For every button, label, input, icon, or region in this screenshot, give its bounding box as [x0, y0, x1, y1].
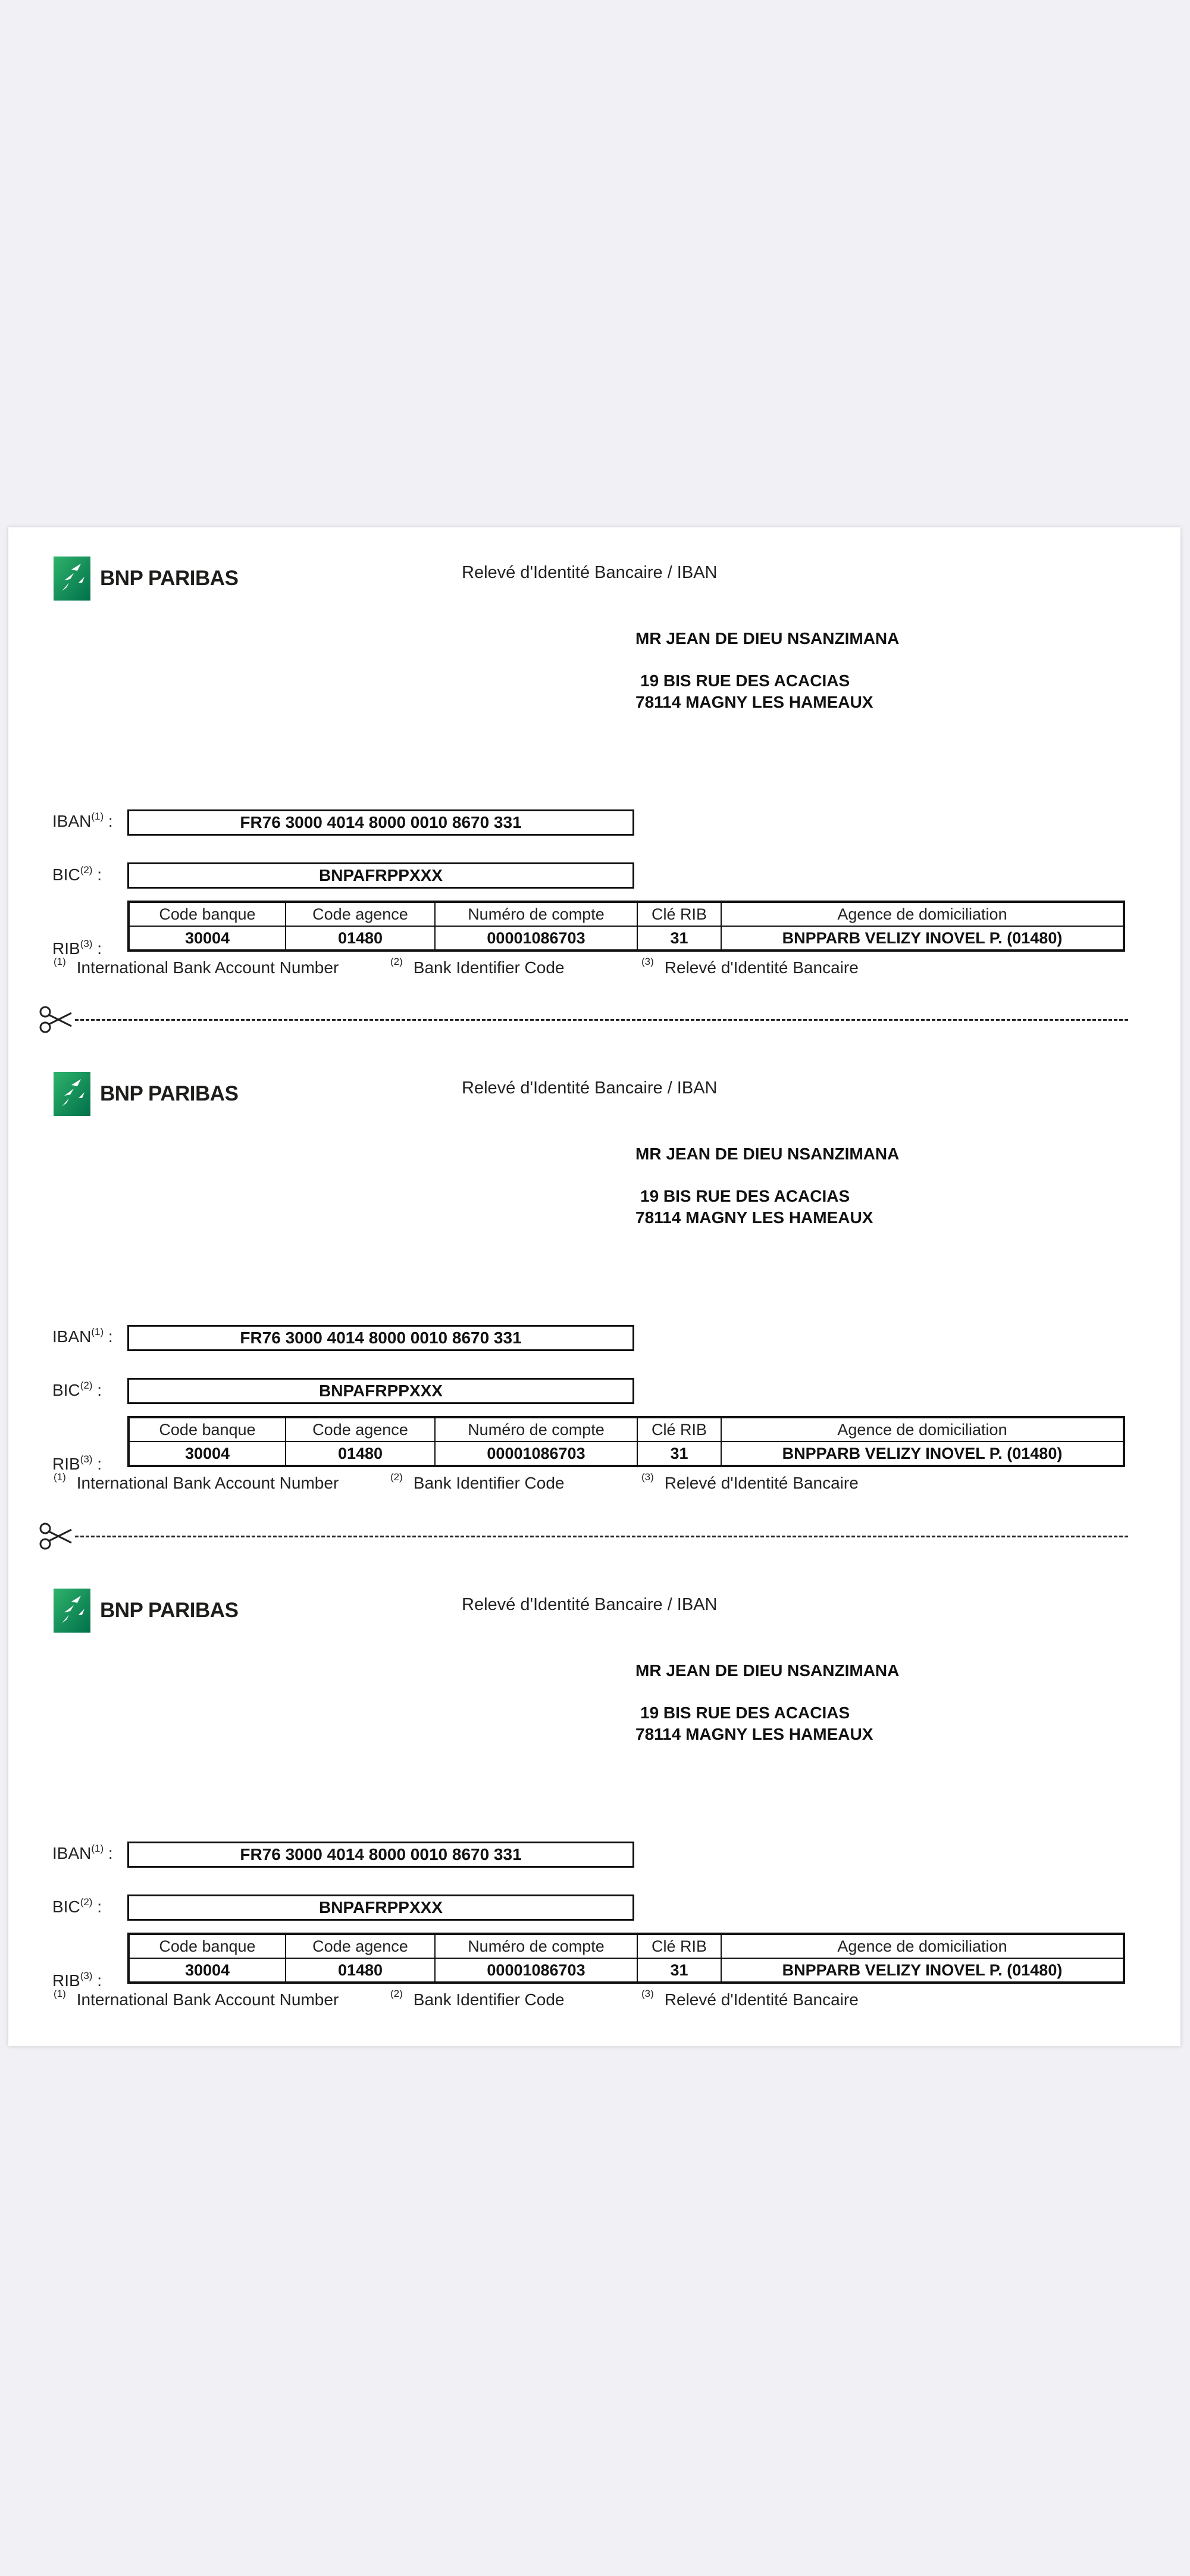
account-holder-name: MR JEAN DE DIEU NSANZIMANA: [635, 1661, 900, 1680]
value-code-banque: 30004: [129, 1958, 286, 1983]
rib-table: [127, 1933, 1125, 1984]
bic-label: BIC$^{(2)}$ :: [52, 864, 102, 884]
header-numero-compte: Numéro de compte: [435, 1934, 637, 1958]
bank-name: BNP PARIBAS: [100, 1082, 239, 1105]
value-numero-compte: 00001086703: [435, 926, 637, 951]
address-line-2: 78114 MAGNY LES HAMEAUX: [635, 693, 873, 711]
bic-label: BIC$^{(2)}$ :: [52, 1896, 102, 1916]
header-agence: Agence de domiciliation: [721, 902, 1124, 926]
bic-value: BNPAFRPPXXX: [127, 1895, 634, 1921]
rib-header-row: [129, 902, 1124, 926]
rib-value-row: [129, 1442, 1124, 1466]
address-line-1: 19 BIS RUE DES ACACIAS: [640, 671, 850, 690]
header-cle-rib: Clé RIB: [637, 902, 721, 926]
address-line-1: 19 BIS RUE DES ACACIAS: [640, 1187, 850, 1205]
bic-label: BIC$^{(2)}$ :: [52, 1380, 102, 1399]
rib-label: RIB$^{(3)}$ :: [52, 1453, 102, 1473]
bic-value: BNPAFRPPXXX: [127, 1378, 634, 1404]
rib-value-row: [129, 1958, 1124, 1983]
rib-label: RIB$^{(3)}$ :: [52, 938, 102, 958]
bank-name: BNP PARIBAS: [100, 567, 239, 590]
value-cle-rib: 31: [637, 1958, 721, 1983]
value-agence: BNPPARB VELIZY INOVEL P. (01480): [721, 1442, 1124, 1466]
header-cle-rib: Clé RIB: [637, 1934, 721, 1958]
iban-value: FR76 3000 4014 8000 0010 8670 331: [127, 1325, 634, 1351]
dashed-separator: [75, 1019, 1128, 1021]
bank-name: BNP PARIBAS: [100, 1599, 239, 1622]
iban-label: IBAN$^{(1)}$ :: [52, 1843, 113, 1862]
rib-block: [8, 1043, 1180, 1531]
footnote-bic: $^{(2)}$ Bank Identifier Code: [390, 1988, 565, 2009]
value-cle-rib: 31: [637, 1442, 721, 1466]
footnote-rib: $^{(3)}$ Relevé d'Identité Bancaire: [641, 1988, 859, 2009]
rib-label: RIB$^{(3)}$ :: [52, 1970, 102, 1990]
header-code-agence: Code agence: [286, 902, 435, 926]
header-numero-compte: Numéro de compte: [435, 1417, 637, 1442]
footnote-bic: $^{(2)}$ Bank Identifier Code: [390, 956, 565, 977]
header-code-agence: Code agence: [286, 1417, 435, 1442]
value-code-agence: 01480: [286, 1442, 435, 1466]
iban-label: IBAN$^{(1)}$ :: [52, 1326, 113, 1346]
bnp-paribas-logo-icon: [54, 1072, 90, 1116]
header-agence: Agence de domiciliation: [721, 1417, 1124, 1442]
value-cle-rib: 31: [637, 926, 721, 951]
value-agence: BNPPARB VELIZY INOVEL P. (01480): [721, 926, 1124, 951]
rib-sheet: [8, 527, 1180, 2046]
account-holder-name: MR JEAN DE DIEU NSANZIMANA: [635, 1145, 900, 1163]
value-code-banque: 30004: [129, 926, 286, 951]
iban-label: IBAN$^{(1)}$ :: [52, 811, 113, 830]
header-cle-rib: Clé RIB: [637, 1417, 721, 1442]
footnote-rib: $^{(3)}$ Relevé d'Identité Bancaire: [641, 1471, 859, 1492]
rib-table: [127, 901, 1125, 952]
value-agence: BNPPARB VELIZY INOVEL P. (01480): [721, 1958, 1124, 1983]
header-agence: Agence de domiciliation: [721, 1934, 1124, 1958]
account-holder-name: MR JEAN DE DIEU NSANZIMANA: [635, 629, 900, 648]
footnote-iban: $^{(1)}$ International Bank Account Number: [54, 1988, 339, 2009]
value-code-agence: 01480: [286, 926, 435, 951]
value-numero-compte: 00001086703: [435, 1958, 637, 1983]
document-title: Relevé d'Identité Bancaire / IBAN: [462, 1078, 718, 1098]
bic-value: BNPAFRPPXXX: [127, 862, 634, 889]
rib-block: [8, 527, 1180, 1015]
footnote-iban: $^{(1)}$ International Bank Account Number: [54, 956, 339, 977]
footnote-iban: $^{(1)}$ International Bank Account Number: [54, 1471, 339, 1492]
header-code-banque: Code banque: [129, 902, 286, 926]
value-code-agence: 01480: [286, 1958, 435, 1983]
address-line-2: 78114 MAGNY LES HAMEAUX: [635, 1725, 873, 1743]
iban-value: FR76 3000 4014 8000 0010 8670 331: [127, 809, 634, 836]
bank-logo: [54, 1587, 238, 1634]
iban-value: FR76 3000 4014 8000 0010 8670 331: [127, 1842, 634, 1868]
bnp-paribas-logo-icon: [54, 1589, 90, 1633]
address-line-2: 78114 MAGNY LES HAMEAUX: [635, 1208, 873, 1227]
document-title: Relevé d'Identité Bancaire / IBAN: [462, 1595, 718, 1614]
bnp-paribas-logo-icon: [54, 557, 90, 601]
header-code-agence: Code agence: [286, 1934, 435, 1958]
bank-logo: [54, 555, 238, 602]
footnote-bic: $^{(2)}$ Bank Identifier Code: [390, 1471, 565, 1492]
scissors-icon: [38, 1521, 75, 1551]
value-numero-compte: 00001086703: [435, 1442, 637, 1466]
rib-table: [127, 1416, 1125, 1467]
rib-header-row: [129, 1934, 1124, 1958]
scissors-icon: [38, 1005, 75, 1034]
footnote-rib: $^{(3)}$ Relevé d'Identité Bancaire: [641, 956, 859, 977]
value-code-banque: 30004: [129, 1442, 286, 1466]
header-numero-compte: Numéro de compte: [435, 902, 637, 926]
rib-value-row: [129, 926, 1124, 951]
header-code-banque: Code banque: [129, 1934, 286, 1958]
cut-line: [38, 1005, 1128, 1034]
document-title: Relevé d'Identité Bancaire / IBAN: [462, 563, 718, 582]
dashed-separator: [75, 1536, 1128, 1537]
rib-block: [8, 1559, 1180, 2047]
address-line-1: 19 BIS RUE DES ACACIAS: [640, 1703, 850, 1722]
rib-header-row: [129, 1417, 1124, 1442]
cut-line: [38, 1521, 1128, 1551]
header-code-banque: Code banque: [129, 1417, 286, 1442]
bank-logo: [54, 1070, 238, 1118]
